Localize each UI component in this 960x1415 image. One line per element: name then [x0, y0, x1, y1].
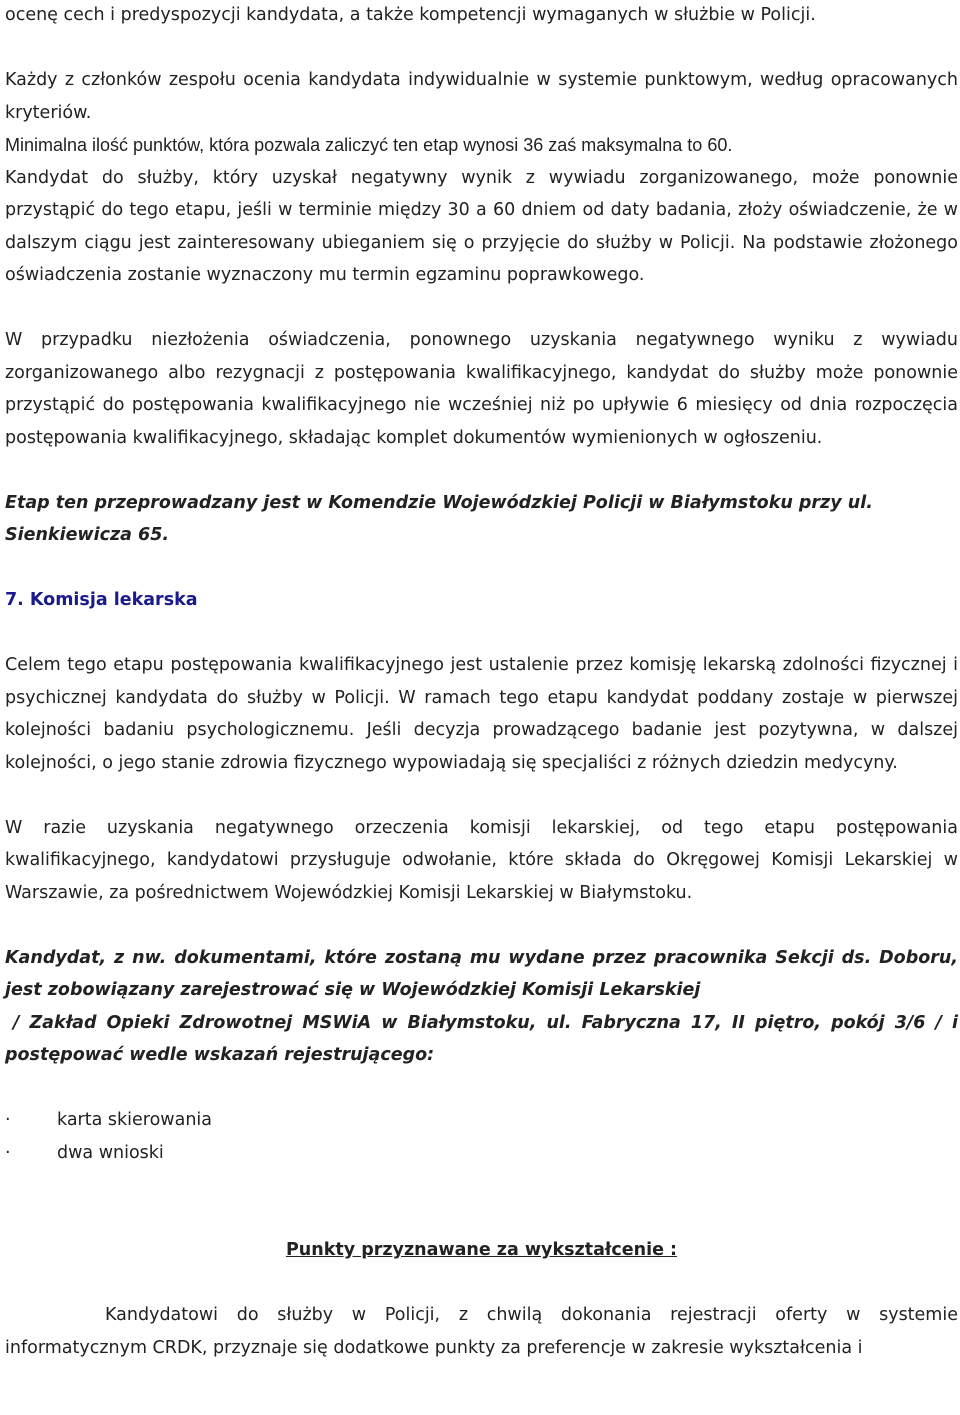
registration-text-1: Kandydat, z nw. dokumentami, które zostaną mu wydane przez pracownika Sekcji ds. Doboru, jest zobowiązany zarejestrować się w Wojewódzkiej Komisji Lekarskiej — [5, 947, 958, 1000]
paragraph-education-points: Kandydatowi do służby w Policji, z chwilą dokonania rejestracji oferty w systemie informatycznym CRDK, przyznaje się dodatkowe punkty za preferencje w zakresie wykształcenia i — [5, 1305, 958, 1358]
bullet-glyph: · — [5, 1110, 11, 1130]
paragraph-location: Etap ten przeprowadzany jest w Komendzie Wojewódzkiej Policji w Białymstoku przy ul. Sienkiewicza 65. — [5, 492, 873, 545]
section-heading-medical-commission — [5, 584, 958, 617]
document-page — [5, 0, 958, 1364]
document-list — [5, 1104, 958, 1169]
paragraph-negative-result: Kandydat do służby, który uzyskał negatywny wynik z wywiadu zorganizowanego, może ponownie przystąpić do tego etapu, jeśli w terminie między 30 a 60 dniem od daty badania, złoży oświadczenie, że w dalszym ciągu jest zainteresowany ubieganiem się o przyjęcie do służby w Policji. Na podstawie złożonego oświadczenia zostanie wyznaczony mu termin egzaminu poprawkowego. — [5, 167, 958, 285]
paragraph-no-declaration: W przypadku niezłożenia oświadczenia, ponownego uzyskania negatywnego wyniku z wywiadu zorganizowanego albo rezygnacji z postępowania kwalifikacyjnego, kandydat do służby może ponownie przystąpić do postępowania kwalifikacyjnego nie wcześniej niż po upływie 6 miesięcy od dnia rozpoczęcia postępowania kwalifikacyjnego, składając komplet dokumentów wymienionych w ogłoszeniu. — [5, 330, 958, 448]
list-item-text: dwa wnioski — [57, 1142, 164, 1163]
paragraph-intro: ocenę cech i predyspozycji kandydata, a także kompetencji wymaganych w służbie w Policji. — [5, 5, 816, 25]
paragraph-min-points: Minimalna ilość punktów, która pozwala zaliczyć ten etap wynosi 36 zaś maksymalna to 60. — [5, 135, 733, 155]
paragraph-registration — [5, 942, 958, 1007]
points-heading: Punkty przyznawane za wykształcenie : — [285, 1240, 678, 1260]
paragraph-scoring: Każdy z członków zespołu ocenia kandydata indywidualnie w systemie punktowym, według opracowanych kryteriów. — [5, 70, 958, 123]
paragraph-medical-purpose: Celem tego etapu postępowania kwalifikacyjnego jest ustalenie przez komisję lekarską zdolności fizycznej i psychicznej kandydata do służby w Policji. W ramach tego etapu kandydat poddany zostaje w pierwszej kolejności badaniu psychologicznemu. Jeśli decyzja prowadzącego badanie jest pozytywna, w dalszej kolejności, o jego stanie zdrowia fizycznego wypowiadają się specjaliści z różnych dziedzin medycyny. — [5, 655, 958, 773]
registration-text-2: / Zakład Opieki Zdrowotnej MSWiA w Białymstoku, ul. Fabryczna 17, II piętro, pokój 3/6 / i postępować wedle wskazań rejestrującego: — [5, 1012, 958, 1065]
section-number: 7. — [5, 590, 24, 610]
paragraph-registration-address — [5, 1007, 958, 1072]
list-item-text: karta skierowania — [57, 1110, 213, 1130]
paragraph-appeal: W razie uzyskania negatywnego orzeczenia komisji lekarskiej, od tego etapu postępowania kwalifikacyjnego, kandydatowi przysługuje odwołanie, które składa do Okręgowej Komisji Lekarskiej w Warszawie, za pośrednictwem Wojewódzkiej Komisji Lekarskiej w Białymstoku. — [5, 817, 958, 903]
list-item — [5, 1137, 958, 1170]
list-item — [5, 1104, 958, 1137]
section-title: Komisja lekarska — [29, 590, 198, 610]
bullet-glyph: · — [5, 1142, 11, 1163]
